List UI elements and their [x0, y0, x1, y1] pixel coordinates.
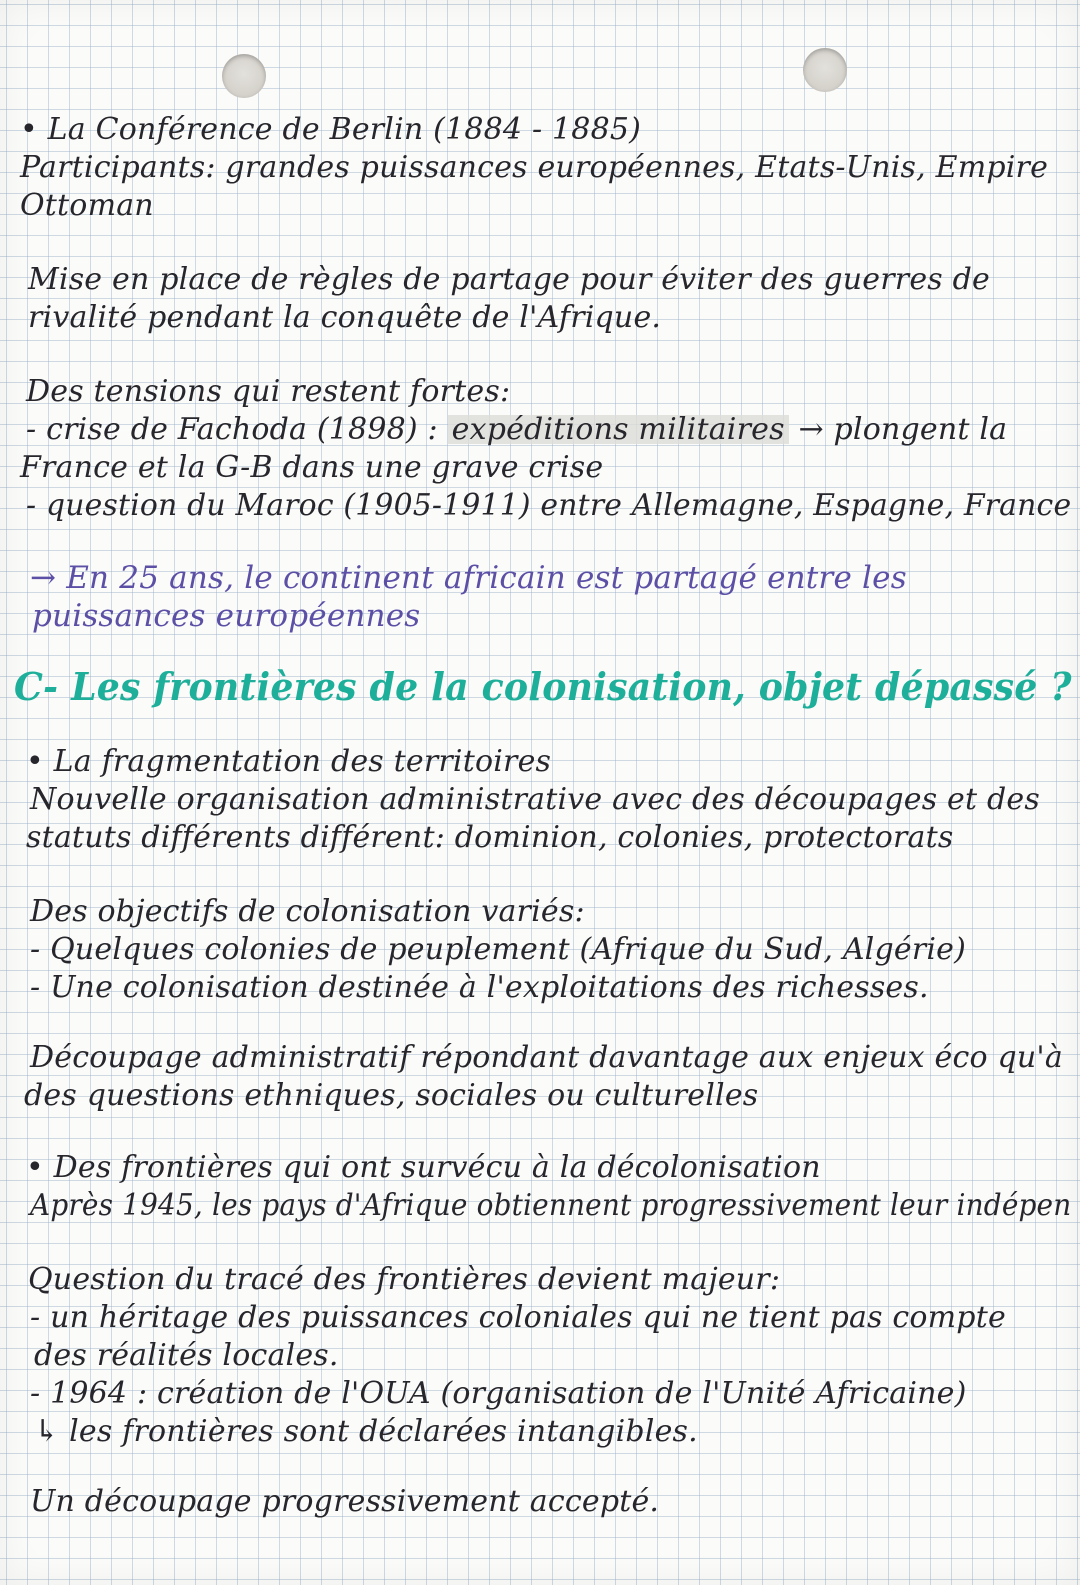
note-line-decoupage: Découpage administratif répondant davantage aux enjeux éco qu'à	[30, 1040, 1063, 1075]
punch-hole-left	[222, 54, 266, 98]
note-line-trace: Question du tracé des frontières devient majeur:	[28, 1262, 781, 1297]
section-title-c: C- Les frontières de la colonisation, objet dépassé ?	[14, 664, 1072, 709]
note-line-peuplement: - Quelques colonies de peuplement (Afrique du Sud, Algérie)	[30, 932, 967, 967]
note-line-apres-1945: Après 1945, les pays d'Afrique obtiennent progressivement leur indépen	[30, 1188, 1072, 1223]
note-line-tensions: Des tensions qui restent fortes:	[26, 374, 511, 409]
highlight-expeditions: expéditions militaires	[448, 412, 789, 447]
note-line-regles: Mise en place de règles de partage pour éviter des guerres de	[28, 262, 990, 297]
note-line-ottoman: Ottoman	[20, 188, 154, 223]
fachoda-text: - crise de Fachoda (1898) :	[26, 412, 438, 447]
note-line-maroc: - question du Maroc (1905-1911) entre Allemagne, Espagne, France	[26, 488, 1072, 523]
punch-hole-right	[803, 48, 847, 92]
fachoda-consequence: → plongent la	[798, 412, 1008, 447]
note-line-questions: des questions ethniques, sociales ou culturelles	[24, 1078, 759, 1113]
note-line-fragmentation: • La fragmentation des territoires	[26, 744, 552, 779]
note-line-participants: Participants: grandes puissances européennes, Etats-Unis, Empire	[20, 150, 1049, 185]
note-line-frontieres-survecu: • Des frontières qui ont survécu à la décolonisation	[26, 1150, 821, 1185]
note-line-berlin-heading: • La Conférence de Berlin (1884 - 1885)	[20, 112, 642, 147]
note-line-realites: des réalités locales.	[34, 1338, 339, 1373]
note-line-rivalite: rivalité pendant la conquête de l'Afrique.	[28, 300, 662, 335]
note-line-france-gb: France et la G-B dans une grave crise	[20, 450, 604, 485]
note-line-statuts: statuts différents différent: dominion, colonies, protectorats	[26, 820, 954, 855]
note-line-heritage: - un héritage des puissances coloniales qui ne tient pas compte	[30, 1300, 1006, 1335]
note-line-conclusion: → En 25 ans, le continent africain est partagé entre les	[30, 560, 907, 596]
note-line-oua: - 1964 : création de l'OUA (organisation de l'Unité Africaine)	[30, 1376, 967, 1411]
note-line-fachoda	[26, 412, 1007, 447]
note-line-intangibles: ↳ les frontières sont déclarées intangibles.	[34, 1414, 698, 1449]
note-line-accepte: Un découpage progressivement accepté.	[30, 1484, 660, 1519]
note-line-conclusion-cont: puissances européennes	[32, 598, 421, 634]
note-line-objectifs: Des objectifs de colonisation variés:	[30, 894, 585, 929]
note-line-organisation: Nouvelle organisation administrative avec des découpages et des	[30, 782, 1040, 817]
note-line-exploitation: - Une colonisation destinée à l'exploitations des richesses.	[30, 970, 929, 1005]
